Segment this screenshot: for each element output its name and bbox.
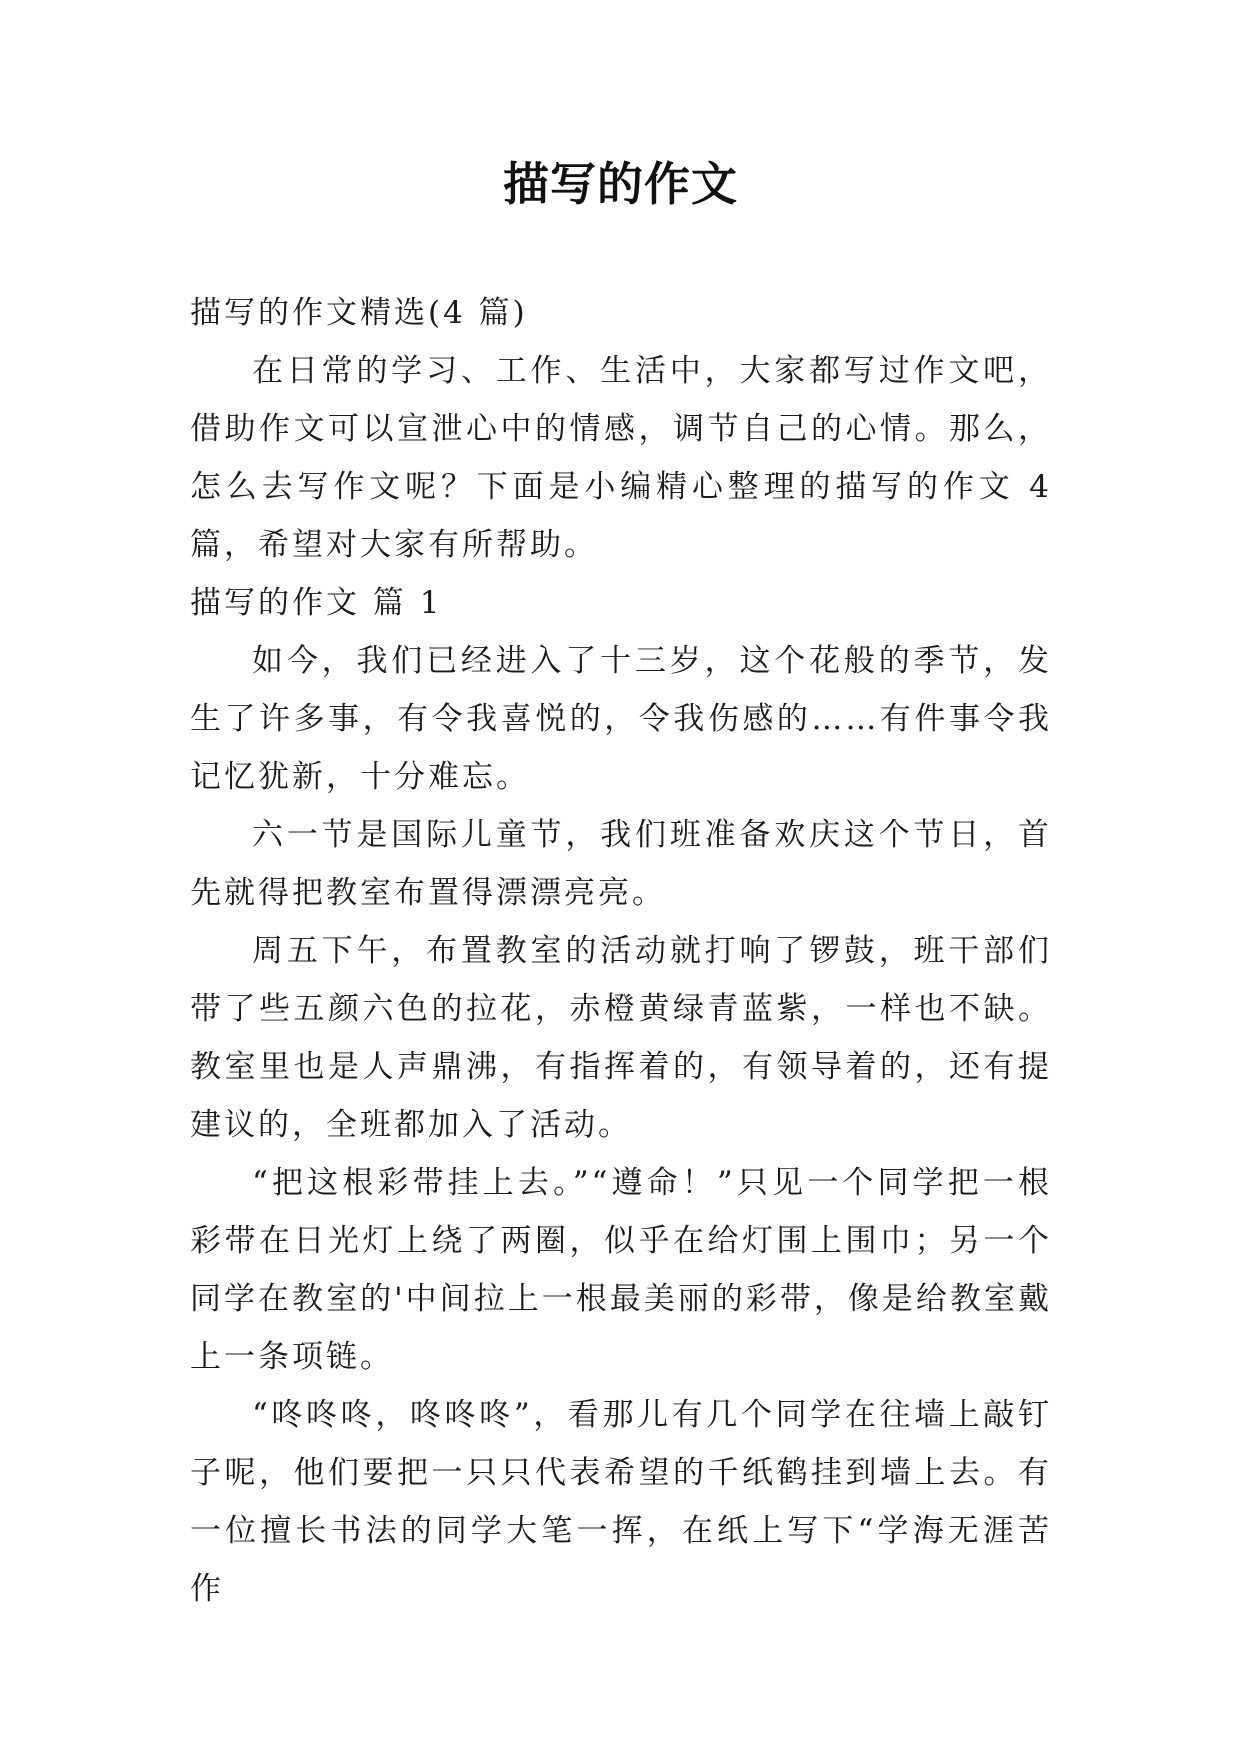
section-heading: 描写的作文 篇 1 bbox=[190, 585, 443, 621]
intro-paragraph: 在日常的学习、工作、生活中，大家都写过作文吧，借助作文可以宣泄心中的情感，调节自己的心情。那么，怎么去写作文呢？下面是小编精心整理的描写的作文 4 篇，希望对大家有所帮助。 bbox=[190, 353, 1052, 563]
body-paragraph: “咚咚咚，咚咚咚”，看那儿有几个同学在往墙上敲钉子呢，他们要把一只只代表希望的千纸鹤挂到墙上去。有一位擅长书法的同学大笔一挥，在纸上写下“学海无涯苦作 bbox=[190, 1397, 1052, 1607]
body-paragraph: 如今，我们已经进入了十三岁，这个花般的季节，发生了许多事，有令我喜悦的，令我伤感的……有件事令我记忆犹新，十分难忘。 bbox=[190, 643, 1052, 795]
document-title: 描写的作文 bbox=[503, 157, 738, 211]
body-paragraph: 六一节是国际儿童节，我们班准备欢庆这个节日，首先就得把教室布置得漂漂亮亮。 bbox=[190, 817, 1052, 911]
document-body bbox=[190, 284, 1052, 1618]
body-paragraph: “把这根彩带挂上去。”“遵命！”只见一个同学把一根彩带在日光灯上绕了两圈，似乎在给灯围上围巾；另一个同学在教室的'中间拉上一根最美丽的彩带，像是给教室戴上一条项链。 bbox=[190, 1165, 1052, 1375]
body-paragraph: 周五下午，布置教室的活动就打响了锣鼓，班干部们带了些五颜六色的拉花，赤橙黄绿青蓝紫，一样也不缺。教室里也是人声鼎沸，有指挥着的，有领导着的，还有提建议的，全班都加入了活动。 bbox=[190, 933, 1052, 1143]
document-subtitle: 描写的作文精选(4 篇) bbox=[190, 295, 528, 331]
